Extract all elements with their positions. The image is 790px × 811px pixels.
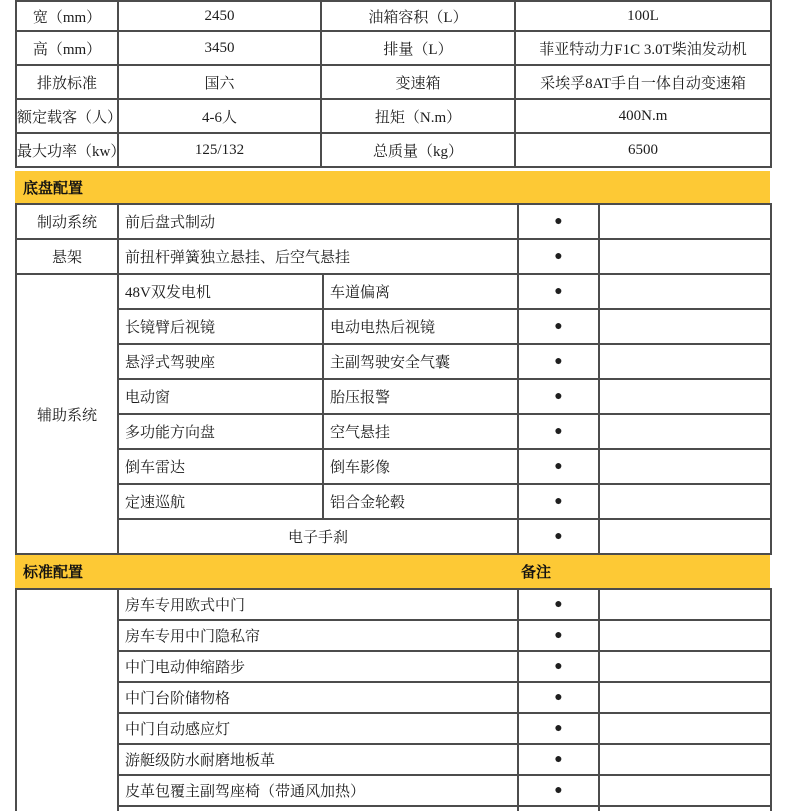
table-row — [16, 519, 771, 554]
feature-label: 空气悬挂 — [323, 414, 518, 449]
feature-label-merged: 电子手刹 — [118, 519, 518, 554]
included-cell — [518, 274, 599, 309]
notes-column-header: 备注 — [521, 565, 552, 581]
spec-label: 油箱容积（L） — [321, 1, 515, 31]
feature-label: 中门电动伸缩踏步 — [118, 651, 518, 682]
table-row — [16, 344, 771, 379]
category-label: 悬架 — [16, 239, 118, 274]
feature-label: 皮革包覆主副驾座椅（带通风加热） — [118, 775, 518, 806]
category-label: 制动系统 — [16, 204, 118, 239]
notes-cell — [599, 682, 771, 713]
feature-label: 48V双发电机 — [118, 274, 323, 309]
feature-label: 多功能方向盘 — [118, 414, 323, 449]
notes-cell — [599, 651, 771, 682]
spec-value: 采埃孚8AT手自一体自动变速箱 — [515, 65, 771, 99]
included-cell — [518, 414, 599, 449]
spec-value: 2450 — [118, 1, 321, 31]
standard-config-table — [15, 588, 772, 811]
chassis-config-table — [15, 203, 772, 555]
included-dot: ● — [554, 529, 563, 544]
notes-cell — [599, 239, 771, 274]
feature-label: 电动窗 — [118, 379, 323, 414]
spec-label: 总质量（kg） — [321, 133, 515, 167]
spec-value: 6500 — [515, 133, 771, 167]
feature-label: 悬浮式驾驶座 — [118, 344, 323, 379]
table-row — [16, 379, 771, 414]
table-row — [16, 775, 771, 806]
table-row — [16, 651, 771, 682]
notes-cell — [599, 204, 771, 239]
notes-cell — [599, 713, 771, 744]
table-row — [16, 682, 771, 713]
section-title: 标准配置 — [23, 565, 84, 581]
table-row — [16, 204, 771, 239]
feature-label: 游艇级防水耐磨地板革 — [118, 744, 518, 775]
spec-value: 国六 — [118, 65, 321, 99]
table-row — [16, 239, 771, 274]
feature-label: 主副驾驶安全气囊 — [323, 344, 518, 379]
notes-cell — [599, 379, 771, 414]
table-row — [16, 589, 771, 620]
feature-label: 房车专用欧式中门 — [118, 589, 518, 620]
notes-cell — [599, 744, 771, 775]
table-row — [16, 449, 771, 484]
table-row-clipped — [16, 806, 771, 811]
feature-label: 倒车影像 — [323, 449, 518, 484]
included-cell — [518, 744, 599, 775]
table-row — [16, 1, 771, 31]
notes-cell — [599, 620, 771, 651]
table-row — [16, 744, 771, 775]
feature-label: 前扭杆弹簧独立悬挂、后空气悬挂 — [118, 239, 518, 274]
feature-label — [118, 806, 518, 811]
included-cell — [518, 713, 599, 744]
table-row — [16, 274, 771, 309]
table-row — [16, 65, 771, 99]
notes-cell — [599, 414, 771, 449]
section-title: 底盘配置 — [23, 180, 84, 197]
included-cell — [518, 651, 599, 682]
spec-label: 额定载客（人） — [16, 99, 118, 133]
notes-cell — [599, 449, 771, 484]
notes-cell — [599, 589, 771, 620]
included-dot: ● — [554, 284, 563, 299]
included-dot: ● — [554, 752, 563, 767]
included-cell — [518, 519, 599, 554]
feature-label: 电动电热后视镜 — [323, 309, 518, 344]
feature-label: 倒车雷达 — [118, 449, 323, 484]
included-dot: ● — [554, 721, 563, 736]
spec-label: 高（mm） — [16, 31, 118, 65]
table-row — [16, 309, 771, 344]
included-cell — [518, 620, 599, 651]
included-dot: ● — [554, 494, 563, 509]
included-dot: ● — [554, 459, 563, 474]
included-cell — [518, 309, 599, 344]
notes-cell — [599, 309, 771, 344]
feature-label: 房车专用中门隐私帘 — [118, 620, 518, 651]
included-cell — [518, 449, 599, 484]
spec-value: 3450 — [118, 31, 321, 65]
section-header-standard — [15, 555, 770, 588]
spec-label: 扭矩（N.m） — [321, 99, 515, 133]
table-row — [16, 620, 771, 651]
included-cell — [518, 239, 599, 274]
spec-value: 菲亚特动力F1C 3.0T柴油发动机 — [515, 31, 771, 65]
feature-label: 中门台阶储物格 — [118, 682, 518, 713]
feature-label: 铝合金轮毂 — [323, 484, 518, 519]
included-dot: ● — [554, 424, 563, 439]
included-dot: ● — [554, 597, 563, 612]
feature-label: 长镜臂后视镜 — [118, 309, 323, 344]
included-dot: ● — [554, 389, 563, 404]
table-row — [16, 484, 771, 519]
notes-cell — [599, 274, 771, 309]
included-cell — [518, 484, 599, 519]
included-cell — [518, 204, 599, 239]
included-cell — [518, 344, 599, 379]
included-cell — [518, 806, 599, 811]
notes-cell — [599, 484, 771, 519]
spec-value: 400N.m — [515, 99, 771, 133]
feature-label: 定速巡航 — [118, 484, 323, 519]
feature-label: 中门自动感应灯 — [118, 713, 518, 744]
included-dot: ● — [554, 354, 563, 369]
table-row — [16, 31, 771, 65]
spec-label: 宽（mm） — [16, 1, 118, 31]
notes-cell — [599, 519, 771, 554]
spec-value: 4-6人 — [118, 99, 321, 133]
vehicle-spec-table — [15, 0, 772, 168]
included-dot: ● — [554, 783, 563, 798]
table-row — [16, 713, 771, 744]
included-cell — [518, 682, 599, 713]
included-dot: ● — [554, 659, 563, 674]
spec-label: 变速箱 — [321, 65, 515, 99]
section-header-chassis — [15, 171, 770, 203]
included-dot: ● — [554, 214, 563, 229]
notes-cell — [599, 775, 771, 806]
spec-label: 排量（L） — [321, 31, 515, 65]
spec-label: 最大功率（kw） — [16, 133, 118, 167]
included-cell — [518, 379, 599, 414]
included-dot: ● — [554, 249, 563, 264]
spec-value: 125/132 — [118, 133, 321, 167]
included-cell — [518, 589, 599, 620]
table-row — [16, 99, 771, 133]
table-row — [16, 414, 771, 449]
included-dot: ● — [554, 319, 563, 334]
included-dot: ● — [554, 628, 563, 643]
included-dot: ● — [554, 690, 563, 705]
spec-sheet — [15, 0, 770, 811]
included-cell — [518, 775, 599, 806]
table-row — [16, 133, 771, 167]
feature-label: 车道偏离 — [323, 274, 518, 309]
feature-label: 前后盘式制动 — [118, 204, 518, 239]
feature-label: 胎压报警 — [323, 379, 518, 414]
spec-value: 100L — [515, 1, 771, 31]
category-label-aux: 辅助系统 — [16, 274, 118, 554]
notes-cell — [599, 344, 771, 379]
notes-cell — [599, 806, 771, 811]
spec-label: 排放标准 — [16, 65, 118, 99]
category-empty-cell — [16, 589, 118, 811]
